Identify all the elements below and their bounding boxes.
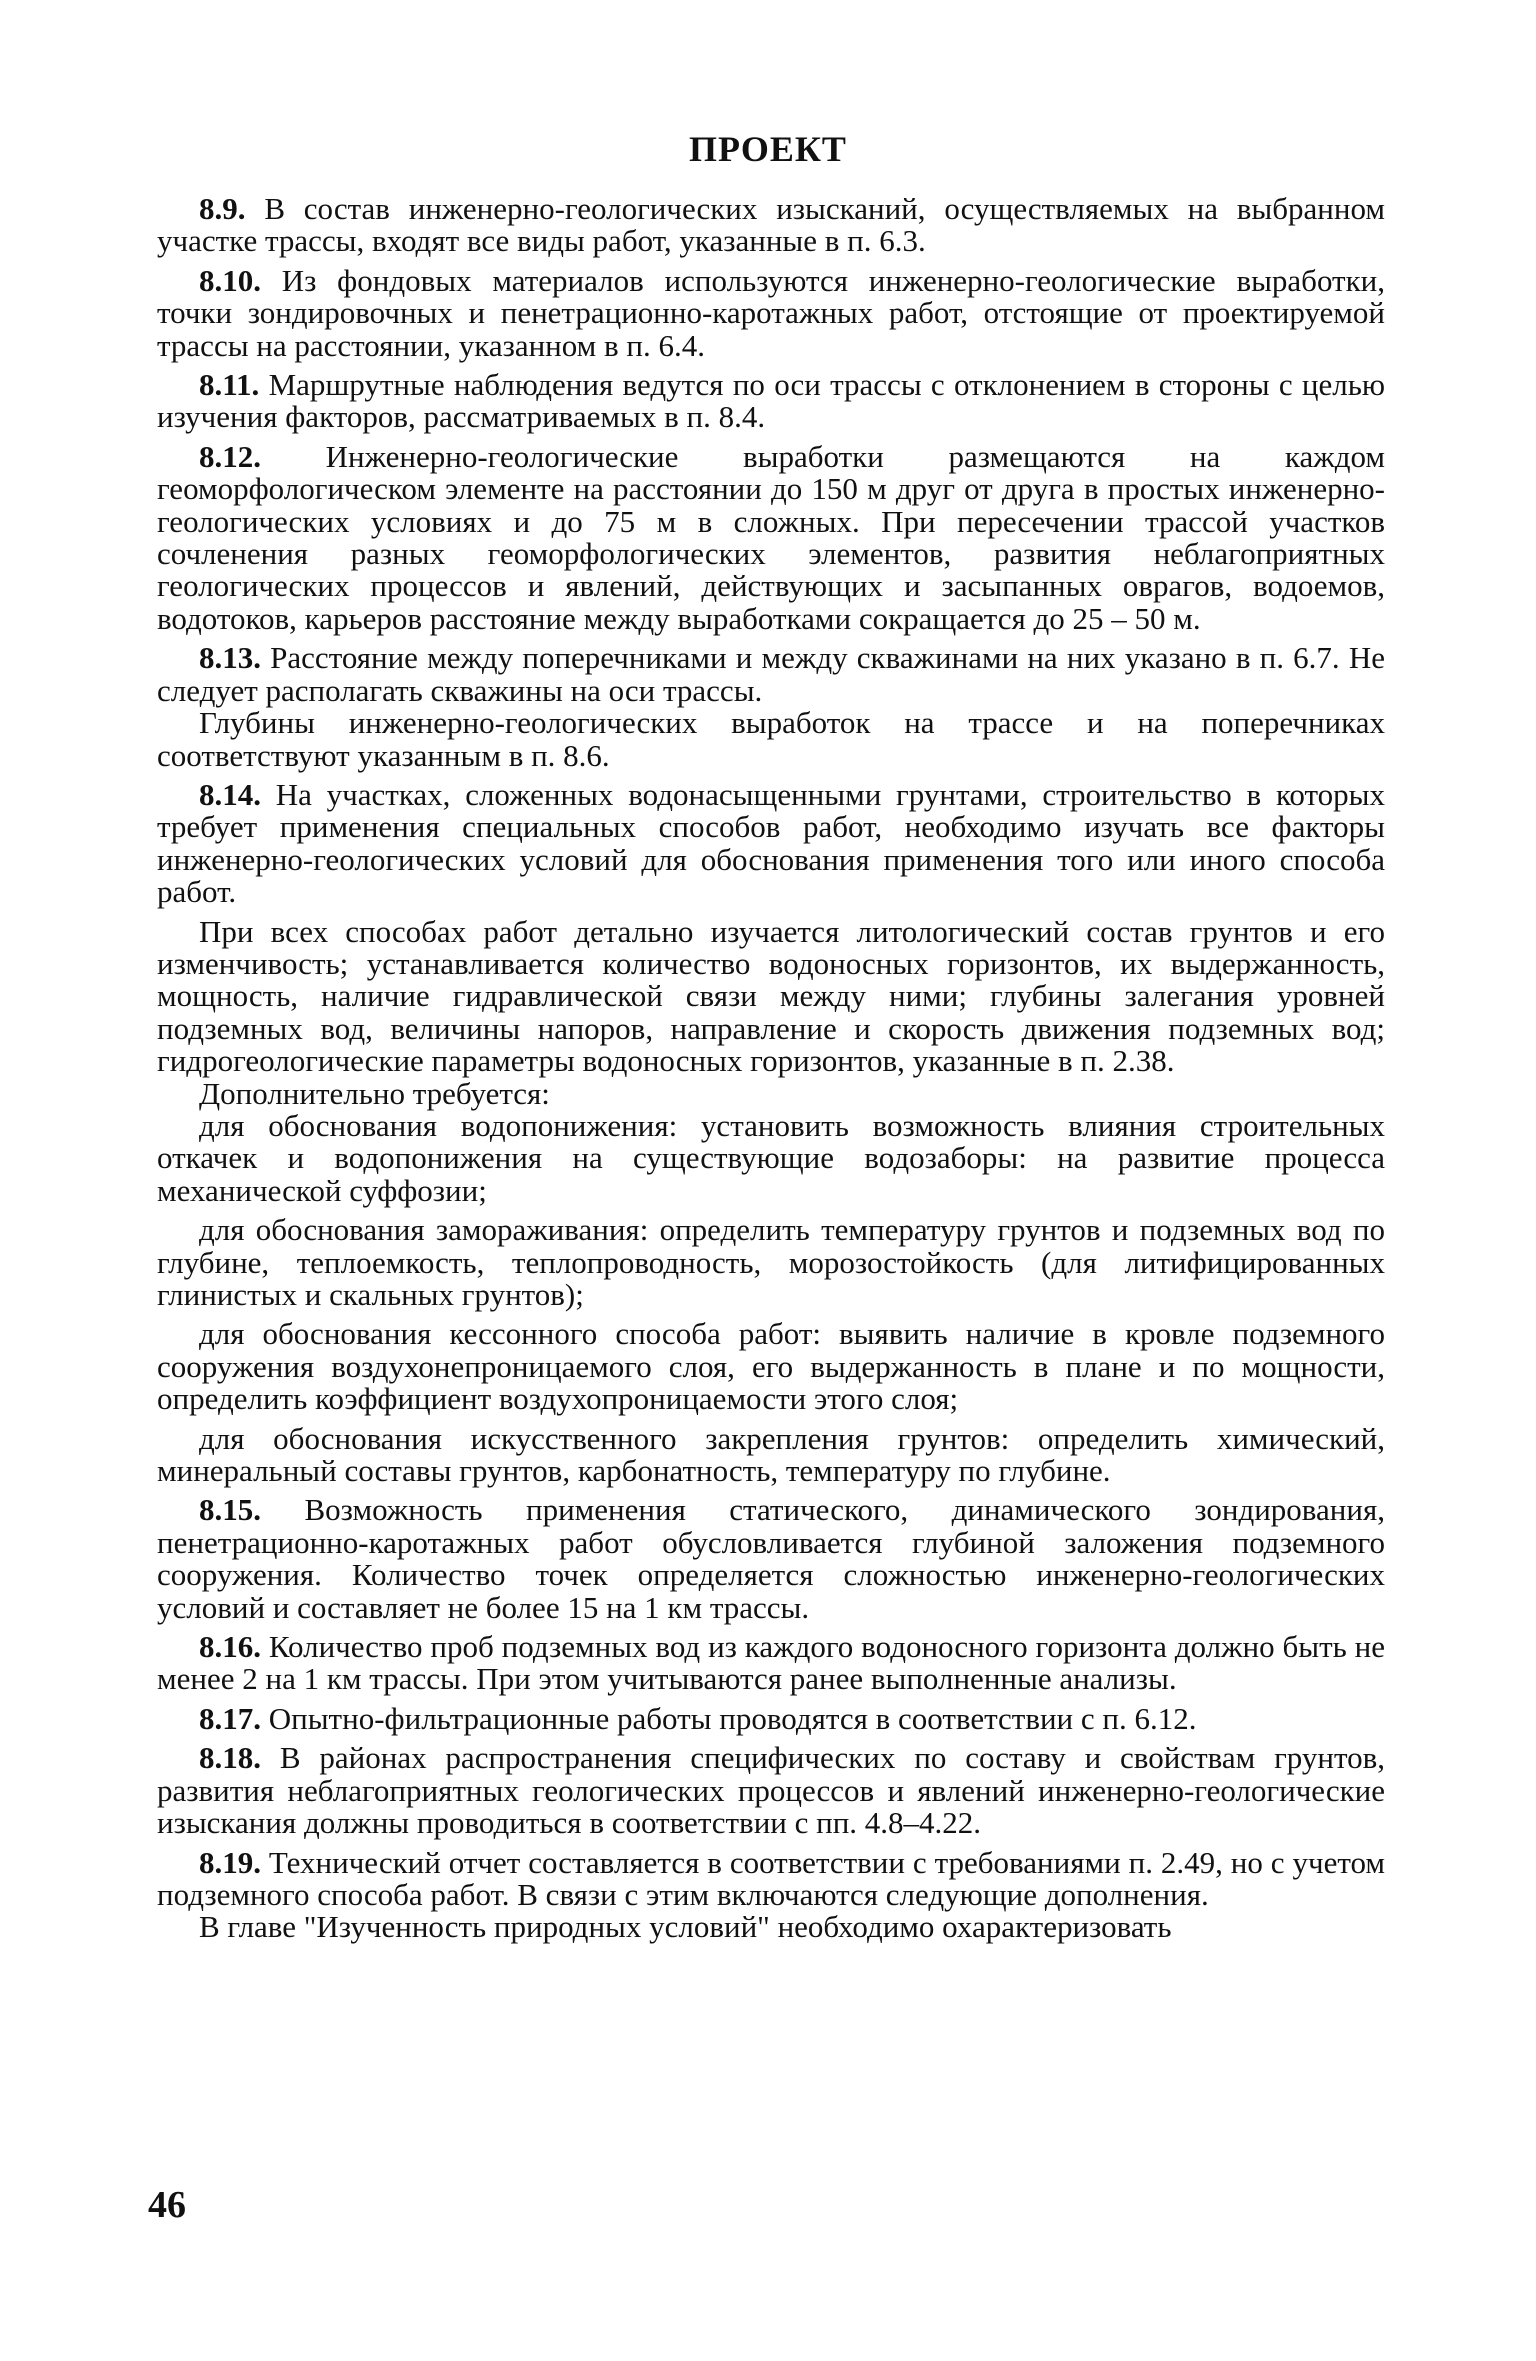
paragraph-text: Расстояние между поперечниками и между скважинами на них указано в п. 6.7. Не следует располагать скважины на оси трассы. bbox=[157, 640, 1385, 708]
paragraph-8-18 bbox=[157, 1742, 1385, 1839]
paragraph-text: Инженерно-геологические выработки размещаются на каждом геоморфологическом элементе на расстоянии до 150 м друг от друга в простых инженерно-геологических условиях и до 75 м в сложных. При пересечении трассой участков сочленения разных геоморфологических элементов, развития неблагоприятных геологических процессов и явлений, действующих и засыпанных оврагов, водоемов, водотоков, карьеров расстояние между выработками сокращается до 25 – 50 м. bbox=[157, 438, 1385, 636]
paragraph-caisson bbox=[157, 1318, 1385, 1415]
paragraph-8-10 bbox=[157, 262, 1385, 363]
paragraph-text: Маршрутные наблюдения ведутся по оси трассы с отклонением в стороны с целью изучения факторов, рассматриваемых в п. 8.4. bbox=[157, 367, 1385, 435]
paragraph-methods bbox=[157, 913, 1385, 1079]
page-title: ПРОЕКТ bbox=[689, 129, 847, 169]
paragraph-8-17 bbox=[157, 1700, 1385, 1736]
paragraph-text: Технический отчет составляется в соответствии с требованиями п. 2.49, но с учетом подземного способа работ. В связи с этим включаются следующие дополнения. bbox=[157, 1844, 1385, 1912]
paragraph-text: В состав инженерно-геологических изысканий, осуществляемых на выбранном участке трассы, входят все виды работ, указанные в п. 6.3. bbox=[157, 191, 1385, 259]
paragraph-text: для обоснования водопонижения: установить возможность влияния строительных откачек и водопонижения на существующие водозаборы: на развитие процесса механической суффозии; bbox=[157, 1107, 1385, 1208]
clause-number: 8.11. bbox=[199, 367, 260, 403]
paragraph-freezing bbox=[157, 1214, 1385, 1311]
clause-number: 8.10. bbox=[199, 262, 261, 298]
paragraph-text: Опытно-фильтрационные работы проводятся в соответствии с п. 6.12. bbox=[261, 1700, 1197, 1736]
paragraph-depths bbox=[157, 707, 1385, 772]
paragraph-8-16 bbox=[157, 1631, 1385, 1696]
document-body bbox=[157, 193, 1385, 1944]
paragraph-text: При всех способах работ детально изучается литологический состав грунтов и его изменчивость; устанавливается количество водоносных горизонтов, их выдержанность, мощность, наличие гидравлической связи между ними; глубины залегания уровней подземных вод, величины напоров, направление и скорость движения подземных вод; гидрогеологические параметры водоносных горизонтов, указанные в п. 2.38. bbox=[157, 913, 1385, 1079]
paragraph-text: На участках, сложенных водонасыщенными грунтами, строительство в которых требует применения специальных способов работ, необходимо изучать все факторы инженерно-геологических условий для обоснования применения того или иного способа работ. bbox=[157, 776, 1385, 910]
clause-number: 8.16. bbox=[199, 1629, 261, 1665]
clause-number: 8.18. bbox=[199, 1740, 261, 1776]
paragraph-8-19 bbox=[157, 1844, 1385, 1912]
paragraph-text: для обоснования искусственного закрепления грунтов: определить химический, минеральный составы грунтов, карбонатность, температуру по глубине. bbox=[157, 1420, 1385, 1489]
paragraph-text: В районах распространения специфических по составу и свойствам грунтов, развития неблагоприятных геологических процессов и явлений инженерно-геологические изыскания должны проводиться в соответствии с пп. 4.8–4.22. bbox=[157, 1740, 1385, 1841]
paragraph-text: для обоснования кессонного способа работ: выявить наличие в кровле подземного сооружения воздухонепроницаемого слоя, его выдержанность в плане и по мощности, определить коэффициент воздухопроницаемости этого слоя; bbox=[157, 1316, 1385, 1417]
paragraph-8-11 bbox=[157, 369, 1385, 434]
paragraph-chapter bbox=[157, 1911, 1385, 1943]
paragraph-text: Количество проб подземных вод из каждого водоносного горизонта должно быть не менее 2 на 1 км трассы. При этом учитываются ранее выполненные анализы. bbox=[157, 1629, 1385, 1697]
paragraph-additional bbox=[157, 1075, 1385, 1111]
clause-number: 8.15. bbox=[199, 1492, 261, 1528]
page-number: 46 bbox=[148, 2184, 186, 2226]
paragraph-8-15 bbox=[157, 1494, 1385, 1624]
paragraph-8-12 bbox=[157, 438, 1385, 636]
paragraph-text: Из фондовых материалов используются инженерно-геологические выработки, точки зондировочных и пенетрационно-каротажных работ, отстоящие от проектируемой трассы на расстоянии, указанном в п. 6.4. bbox=[157, 262, 1385, 363]
paragraph-text: Дополнительно требуется: bbox=[199, 1075, 550, 1111]
clause-number: 8.17. bbox=[199, 1700, 261, 1736]
clause-number: 8.9. bbox=[199, 191, 246, 226]
paragraph-text: для обоснования замораживания: определить температуру грунтов и подземных вод по глубине, теплоемкость, теплопроводность, морозостойкость (для литифицированных глинистых и скальных грунтов); bbox=[157, 1212, 1385, 1312]
paragraph-8-9 bbox=[157, 193, 1385, 258]
paragraph-text: Глубины инженерно-геологических выработок на трассе и на поперечниках соответствуют указанным в п. 8.6. bbox=[157, 705, 1385, 773]
paragraph-8-13 bbox=[157, 642, 1385, 707]
clause-number: 8.12. bbox=[199, 438, 261, 474]
paragraph-text: В главе "Изученность природных условий" необходимо охарактеризовать bbox=[199, 1909, 1172, 1945]
paragraph-stabilization bbox=[157, 1420, 1385, 1489]
clause-number: 8.14. bbox=[199, 776, 261, 812]
paragraph-text: Возможность применения статического, динамического зондирования, пенетрационно-каротажных работ обусловливается глубиной заложения подземного сооружения. Количество точек определяется сложностью инженерно-геологических условий и составляет не более 15 на 1 км трассы. bbox=[157, 1492, 1385, 1625]
clause-number: 8.19. bbox=[199, 1844, 261, 1880]
clause-number: 8.13. bbox=[199, 640, 261, 676]
paragraph-dewatering bbox=[157, 1107, 1385, 1208]
paragraph-8-14 bbox=[157, 776, 1385, 910]
